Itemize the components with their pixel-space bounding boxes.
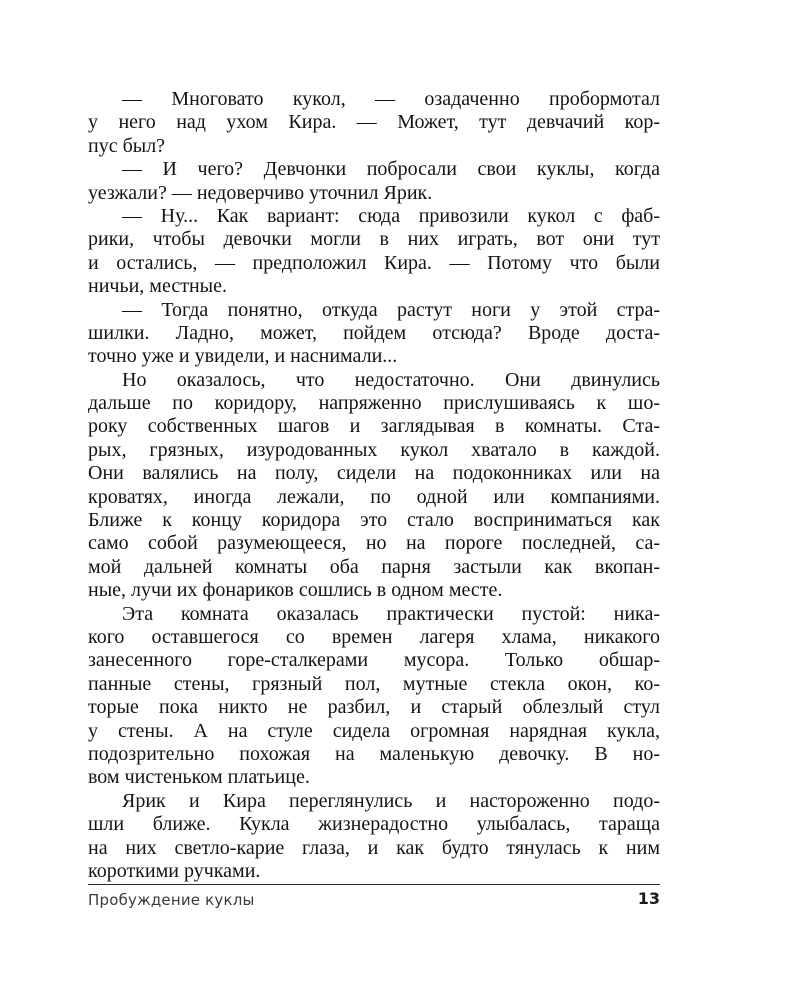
text-line: Ярик и Кира переглянулись и настороженно подо-	[122, 789, 660, 812]
page-number: 13	[637, 889, 660, 908]
text-line: ные, лучи их фонариков сошлись в одном месте.	[88, 579, 503, 602]
text-line: у него над ухом Кира. — Может, тут девчачий кор-	[88, 111, 660, 134]
text-line: Ближе к концу коридора это стало восприниматься как	[88, 509, 660, 532]
text-line: року собственных шагов и заглядывая в комнаты. Ста-	[88, 415, 660, 438]
text-line: кого оставшегося со времен лагеря хлама, никакого	[88, 625, 660, 648]
text-line: вом чистеньком платьице.	[88, 766, 310, 789]
footer-divider	[88, 884, 660, 885]
text-line: и остались, — предположил Кира. — Потому что были	[88, 251, 660, 274]
body-text	[88, 88, 660, 883]
text-line: уезжали? — недоверчиво уточнил Ярик.	[88, 181, 433, 204]
text-line: само собой разумеющееся, но на пороге последней, са-	[88, 532, 660, 555]
text-line: пус был?	[88, 134, 166, 157]
text-line: кроватях, иногда лежали, по одной или компаниями.	[88, 485, 660, 508]
text-line: рых, грязных, изуродованных кукол хватало в каждой.	[88, 438, 660, 461]
text-line: Но оказалось, что недостаточно. Они двинулись	[122, 368, 660, 391]
text-line: занесенного горе-сталкерами мусора. Только обшар-	[88, 649, 660, 672]
running-footer-title: Пробуждение куклы	[88, 891, 255, 909]
text-line: ничьи, местные.	[88, 275, 227, 298]
text-line: дальше по коридору, напряженно прислушиваясь к шо-	[88, 392, 660, 415]
text-line: короткими ручками.	[88, 859, 261, 882]
text-line: — Ну... Как вариант: сюда привозили кукол с фаб-	[122, 204, 660, 227]
text-line: панные стены, грязный пол, мутные стекла окон, ко-	[88, 672, 660, 695]
text-line: шли ближе. Кукла жизнерадостно улыбалась, тараща	[88, 813, 660, 836]
text-line: Эта комната оказалась практически пустой: ника-	[122, 602, 660, 625]
text-line: мой дальней комнаты оба парня застыли как вкопан-	[88, 555, 660, 578]
text-line: шилки. Ладно, может, пойдем отсюда? Вроде доста-	[88, 321, 660, 344]
text-line: точно уже и увидели, и наснимали...	[88, 345, 398, 368]
text-line: на них светло-карие глаза, и как будто тянулась к ним	[88, 836, 660, 859]
text-line: — И чего? Девчонки побросали свои куклы, когда	[122, 158, 660, 181]
text-line: торые пока никто не разбил, и старый облезлый стул	[88, 696, 660, 719]
text-line: Они валялись на полу, сидели на подоконниках или на	[88, 462, 660, 485]
text-line: рики, чтобы девочки могли в них играть, вот они тут	[88, 228, 660, 251]
text-line: у стены. А на стуле сидела огромная нарядная кукла,	[88, 719, 660, 742]
text-line: — Тогда понятно, откуда растут ноги у этой стра-	[122, 298, 660, 321]
text-line: подозрительно похожая на маленькую девочку. В но-	[88, 742, 660, 765]
text-line: — Многовато кукол, — озадаченно пробормотал	[122, 88, 660, 110]
